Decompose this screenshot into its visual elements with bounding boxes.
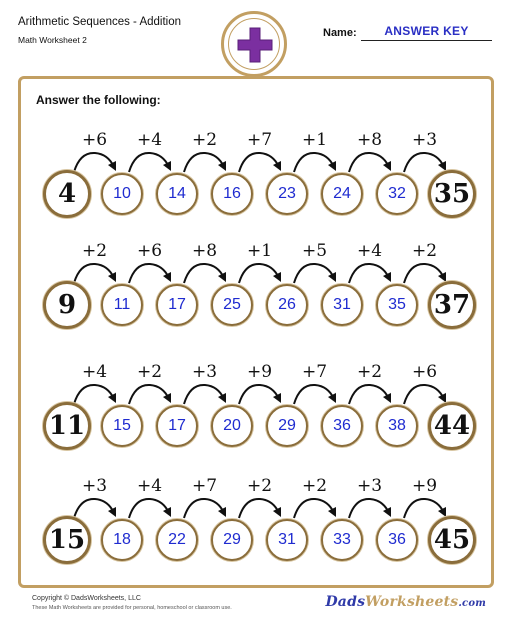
arrow-icon (290, 494, 340, 520)
sequence-row (0, 364, 512, 464)
step-increment: +8 (191, 241, 218, 261)
answer-term: 10 (101, 173, 143, 215)
step-increment: +2 (81, 241, 108, 261)
step-increment: +4 (136, 476, 163, 496)
arrow-icon (345, 494, 395, 520)
step-increment: +2 (136, 362, 163, 382)
step-increment: +5 (301, 241, 328, 261)
arrow-icon (125, 380, 175, 406)
step-increment: +6 (81, 130, 108, 150)
step-increment: +2 (356, 362, 383, 382)
given-term: 45 (428, 516, 476, 564)
answer-term: 33 (321, 519, 363, 561)
step-increment: +3 (191, 362, 218, 382)
arrow-icon (125, 494, 175, 520)
answer-term: 20 (211, 405, 253, 447)
arrow-icon (180, 494, 230, 520)
arrow-icon (345, 148, 395, 174)
arrow-icon (235, 259, 285, 285)
answer-term: 23 (266, 173, 308, 215)
answer-term: 29 (266, 405, 308, 447)
arrow-icon (125, 259, 175, 285)
operation-emblem (221, 11, 287, 77)
given-term: 35 (428, 170, 476, 218)
step-increment: +3 (81, 476, 108, 496)
step-increment: +6 (136, 241, 163, 261)
arrow-icon (235, 148, 285, 174)
answer-term: 18 (101, 519, 143, 561)
sequence-row (0, 132, 512, 232)
step-increment: +2 (301, 476, 328, 496)
answer-term: 16 (211, 173, 253, 215)
given-term: 37 (428, 281, 476, 329)
answer-term: 26 (266, 284, 308, 326)
name-field: ANSWER KEY (361, 24, 492, 41)
step-increment: +2 (411, 241, 438, 261)
answer-term: 24 (321, 173, 363, 215)
answer-term: 35 (376, 284, 418, 326)
sequence-row (0, 478, 512, 578)
arrow-icon (400, 380, 450, 406)
arrow-icon (180, 259, 230, 285)
answer-term: 32 (376, 173, 418, 215)
answer-term: 31 (321, 284, 363, 326)
step-increment: +7 (191, 476, 218, 496)
answer-term: 25 (211, 284, 253, 326)
arrow-icon (345, 259, 395, 285)
step-increment: +6 (411, 362, 438, 382)
step-increment: +2 (246, 476, 273, 496)
answer-term: 17 (156, 284, 198, 326)
arrow-icon (70, 259, 120, 285)
name-label: Name: (323, 27, 357, 39)
answer-term: 15 (101, 405, 143, 447)
answer-term: 36 (376, 519, 418, 561)
answer-term: 29 (211, 519, 253, 561)
step-increment: +2 (191, 130, 218, 150)
step-increment: +7 (246, 130, 273, 150)
arrow-icon (70, 380, 120, 406)
arrow-icon (180, 148, 230, 174)
given-term: 15 (43, 516, 91, 564)
arrow-icon (125, 148, 175, 174)
usage-note: These Math Worksheets are provided for personal, homeschool or classroom use. (32, 605, 232, 611)
arrow-icon (70, 148, 120, 174)
copyright-text: Copyright © DadsWorksheets, LLC (32, 595, 141, 602)
arrow-icon (235, 494, 285, 520)
answer-term: 17 (156, 405, 198, 447)
step-increment: +1 (301, 130, 328, 150)
sequence-row (0, 243, 512, 343)
step-increment: +9 (411, 476, 438, 496)
step-increment: +3 (411, 130, 438, 150)
answer-term: 14 (156, 173, 198, 215)
arrow-icon (400, 259, 450, 285)
arrow-icon (400, 494, 450, 520)
given-term: 44 (428, 402, 476, 450)
plus-icon (234, 24, 276, 66)
answer-term: 11 (101, 284, 143, 326)
given-term: 11 (43, 402, 91, 450)
arrow-icon (290, 380, 340, 406)
given-term: 4 (43, 170, 91, 218)
step-increment: +1 (246, 241, 273, 261)
arrow-icon (180, 380, 230, 406)
instruction-text: Answer the following: (36, 93, 161, 107)
answer-term: 36 (321, 405, 363, 447)
arrow-icon (400, 148, 450, 174)
step-increment: +4 (136, 130, 163, 150)
arrow-icon (70, 494, 120, 520)
arrow-icon (235, 380, 285, 406)
step-increment: +9 (246, 362, 273, 382)
answer-term: 38 (376, 405, 418, 447)
answer-term: 31 (266, 519, 308, 561)
step-increment: +3 (356, 476, 383, 496)
given-term: 9 (43, 281, 91, 329)
step-increment: +4 (356, 241, 383, 261)
step-increment: +7 (301, 362, 328, 382)
step-increment: +4 (81, 362, 108, 382)
worksheet-title: Arithmetic Sequences - Addition (18, 16, 182, 28)
arrow-icon (290, 148, 340, 174)
step-increment: +8 (356, 130, 383, 150)
answer-term: 22 (156, 519, 198, 561)
arrow-icon (345, 380, 395, 406)
arrow-icon (290, 259, 340, 285)
brand-logo: DadsWorksheets.com (325, 594, 486, 610)
worksheet-subtitle: Math Worksheet 2 (18, 35, 87, 45)
